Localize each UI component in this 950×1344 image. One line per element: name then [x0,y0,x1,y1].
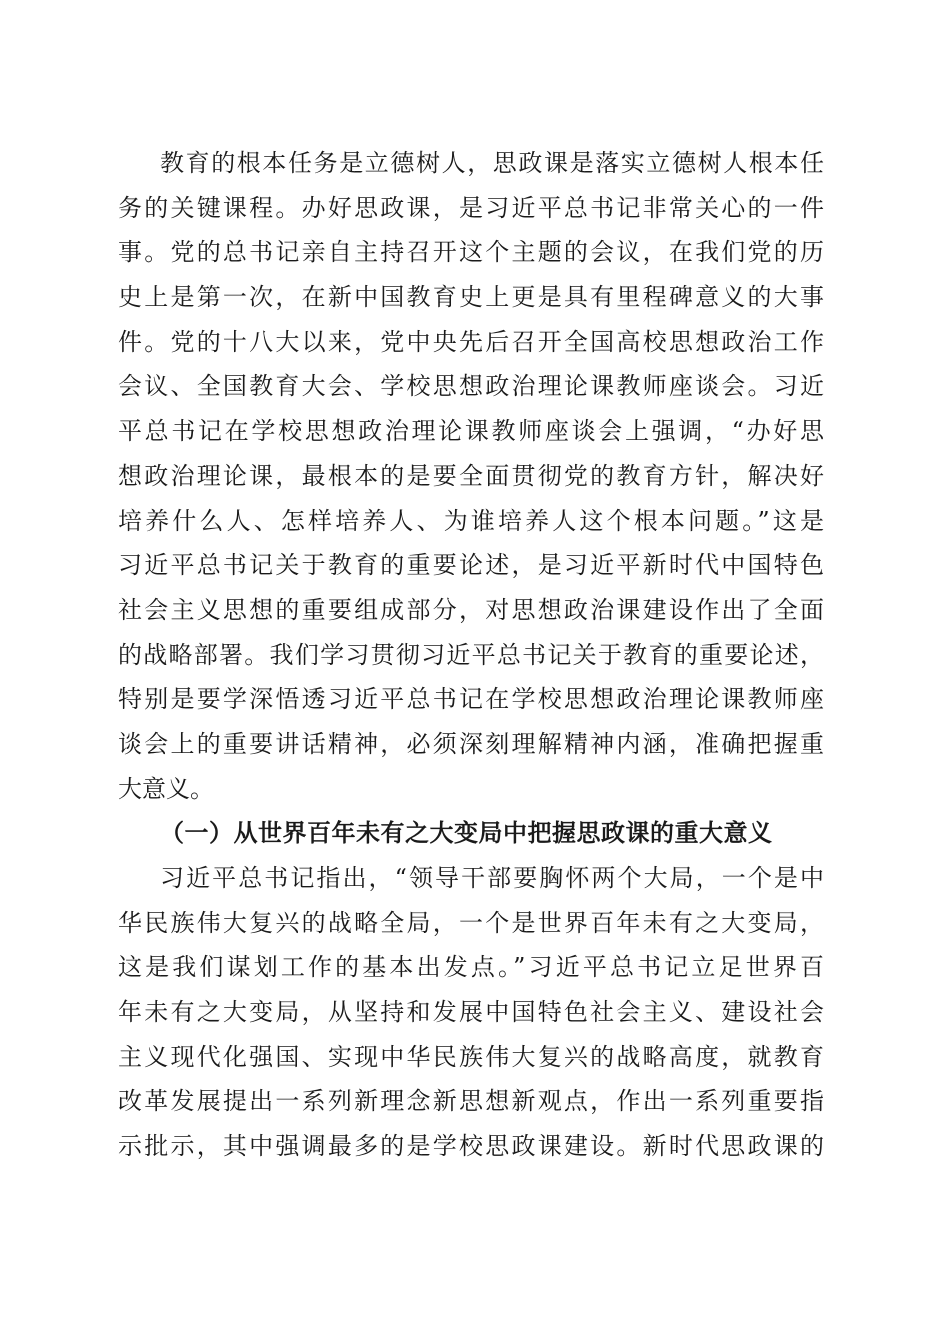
paragraph-line: 习近平总书记关于教育的重要论述，是习近平新时代中国特色 [118,551,824,580]
paragraph-line: 大意义。 [118,774,214,803]
paragraph-line: 务的关键课程。办好思政课，是习近平总书记非常关心的一件 [118,193,824,222]
paragraph-line: 件。党的十八大以来，党中央先后召开全国高校思想政治工作 [118,327,824,356]
paragraph-line: 特别是要学深悟透习近平总书记在学校思想政治理论课教师座 [118,685,824,714]
paragraph-line: 谈会上的重要讲话精神，必须深刻理解精神内涵，准确把握重 [118,729,824,758]
document-body [118,141,824,1169]
paragraph-line: 社会主义思想的重要组成部分，对思想政治课建设作出了全面 [118,595,824,624]
paragraph-line: 的战略部署。我们学习贯彻习近平总书记关于教育的重要论述， [118,640,824,669]
paragraph-line: 这是我们谋划工作的基本出发点。”习近平总书记立足世界百 [118,953,824,982]
paragraph-line: 习近平总书记指出，“领导干部要胸怀两个大局，一个是中 [160,864,824,892]
paragraph-2 [118,856,824,1169]
paragraph-line: 平总书记在学校思想政治理论课教师座谈会上强调，“办好思 [118,417,824,446]
paragraph-line: 想政治理论课，最根本的是要全面贯彻党的教育方针，解决好 [118,461,824,490]
paragraph-line: 会议、全国教育大会、学校思想政治理论课教师座谈会。习近 [118,372,824,401]
paragraph-line: 培养什么人、怎样培养人、为谁培养人这个根本问题。”这是 [118,506,824,535]
paragraph-line: 主义现代化强国、实现中华民族伟大复兴的战略高度，就教育 [118,1042,824,1071]
paragraph-line: 教育的根本任务是立德树人，思政课是落实立德树人根本任 [160,149,824,177]
paragraph-line: 事。党的总书记亲自主持召开这个主题的会议，在我们党的历 [118,238,824,267]
paragraph-line: 史上是第一次，在新中国教育史上更是具有里程碑意义的大事 [118,283,824,312]
paragraph-1 [118,141,824,811]
paragraph-line: 年未有之大变局，从坚持和发展中国特色社会主义、建设社会 [118,998,824,1027]
paragraph-line: 示批示，其中强调最多的是学校思政课建设。新时代思政课的 [118,1132,824,1161]
section-heading: （一）从世界百年未有之大变局中把握思政课的重大意义 [160,818,773,848]
paragraph-line: 改革发展提出一系列新理念新思想新观点，作出一系列重要指 [118,1087,824,1116]
paragraph-line: 华民族伟大复兴的战略全局，一个是世界百年未有之大变局， [118,908,824,937]
